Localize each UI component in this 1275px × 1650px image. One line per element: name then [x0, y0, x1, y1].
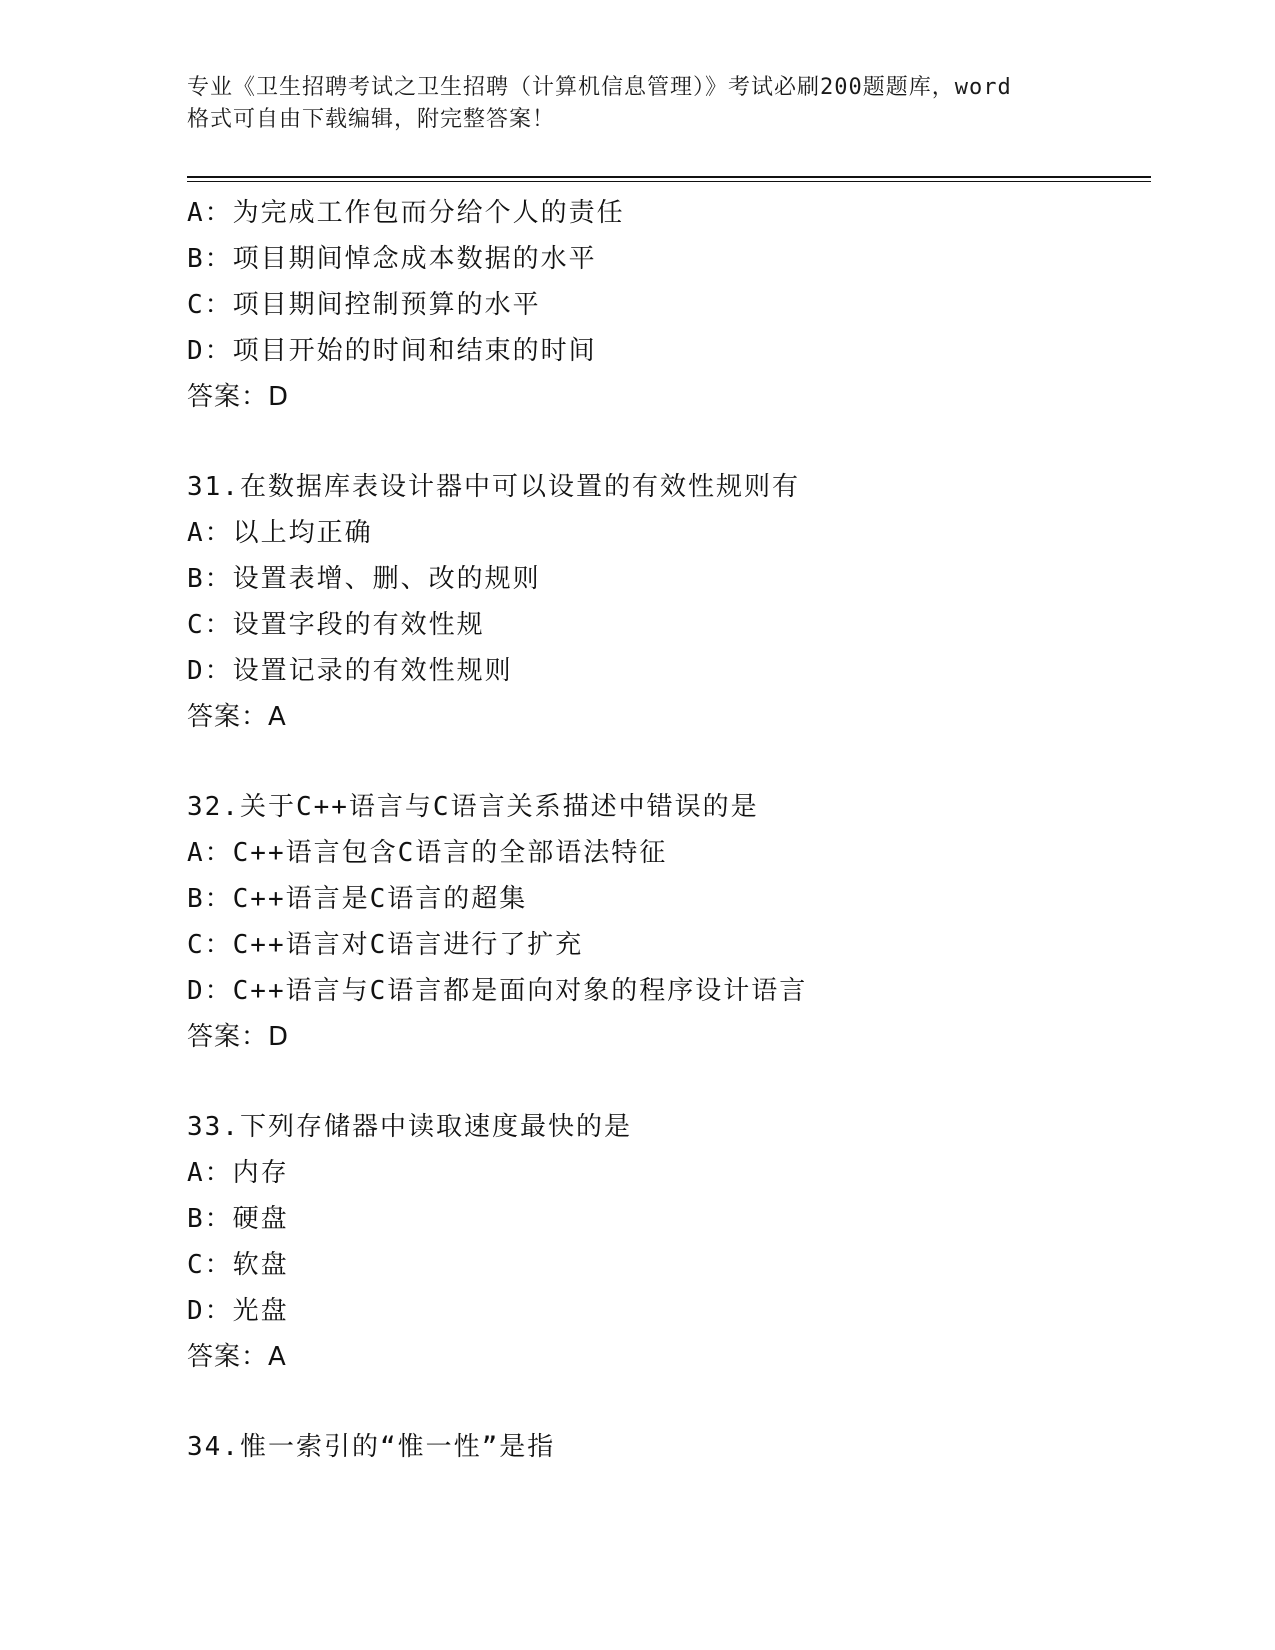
option-c: C：软盘 [187, 1250, 289, 1280]
question-31 [187, 464, 1147, 740]
question-stem: 34.惟一索引的“惟一性”是指 [187, 1432, 556, 1462]
document-header [187, 72, 1087, 136]
spacer [187, 420, 1147, 464]
header-title-line-1: 专业《卫生招聘考试之卫生招聘（计算机信息管理）》考试必刷200题题库，word [187, 75, 1012, 100]
spacer [187, 1060, 1147, 1104]
question-list [187, 190, 1147, 1470]
option-c: C：C++语言对C语言进行了扩充 [187, 930, 584, 960]
answer-line: 答案：A [187, 702, 287, 732]
option-c: C：设置字段的有效性规 [187, 610, 485, 640]
option-b: B：硬盘 [187, 1204, 289, 1234]
header-divider-thin [187, 181, 1151, 182]
option-c: C：项目期间控制预算的水平 [187, 290, 541, 320]
option-a: A：为完成工作包而分给个人的责任 [187, 198, 625, 228]
question-32 [187, 784, 1147, 1060]
question-stem: 33.下列存储器中读取速度最快的是 [187, 1112, 632, 1142]
spacer [187, 740, 1147, 784]
answer-line: 答案：D [187, 382, 290, 412]
option-d: D：光盘 [187, 1296, 289, 1326]
option-a: A：C++语言包含C语言的全部语法特征 [187, 838, 668, 868]
option-d: D：C++语言与C语言都是面向对象的程序设计语言 [187, 976, 808, 1006]
option-a: A：内存 [187, 1158, 289, 1188]
question-30-continued [187, 190, 1147, 420]
option-d: D：项目开始的时间和结束的时间 [187, 336, 597, 366]
option-d: D：设置记录的有效性规则 [187, 656, 513, 686]
option-b: B：设置表增、删、改的规则 [187, 564, 541, 594]
answer-line: 答案：D [187, 1022, 290, 1052]
spacer [187, 1380, 1147, 1424]
question-33 [187, 1104, 1147, 1380]
question-34 [187, 1424, 1147, 1470]
header-divider-thick [187, 176, 1151, 178]
question-stem: 31.在数据库表设计器中可以设置的有效性规则有 [187, 472, 800, 502]
answer-line: 答案：A [187, 1342, 287, 1372]
question-stem: 32.关于C++语言与C语言关系描述中错误的是 [187, 792, 759, 822]
option-b: B：C++语言是C语言的超集 [187, 884, 528, 914]
option-a: A：以上均正确 [187, 518, 373, 548]
option-b: B：项目期间悼念成本数据的水平 [187, 244, 597, 274]
header-title-line-2: 格式可自由下载编辑，附完整答案！ [187, 107, 556, 132]
